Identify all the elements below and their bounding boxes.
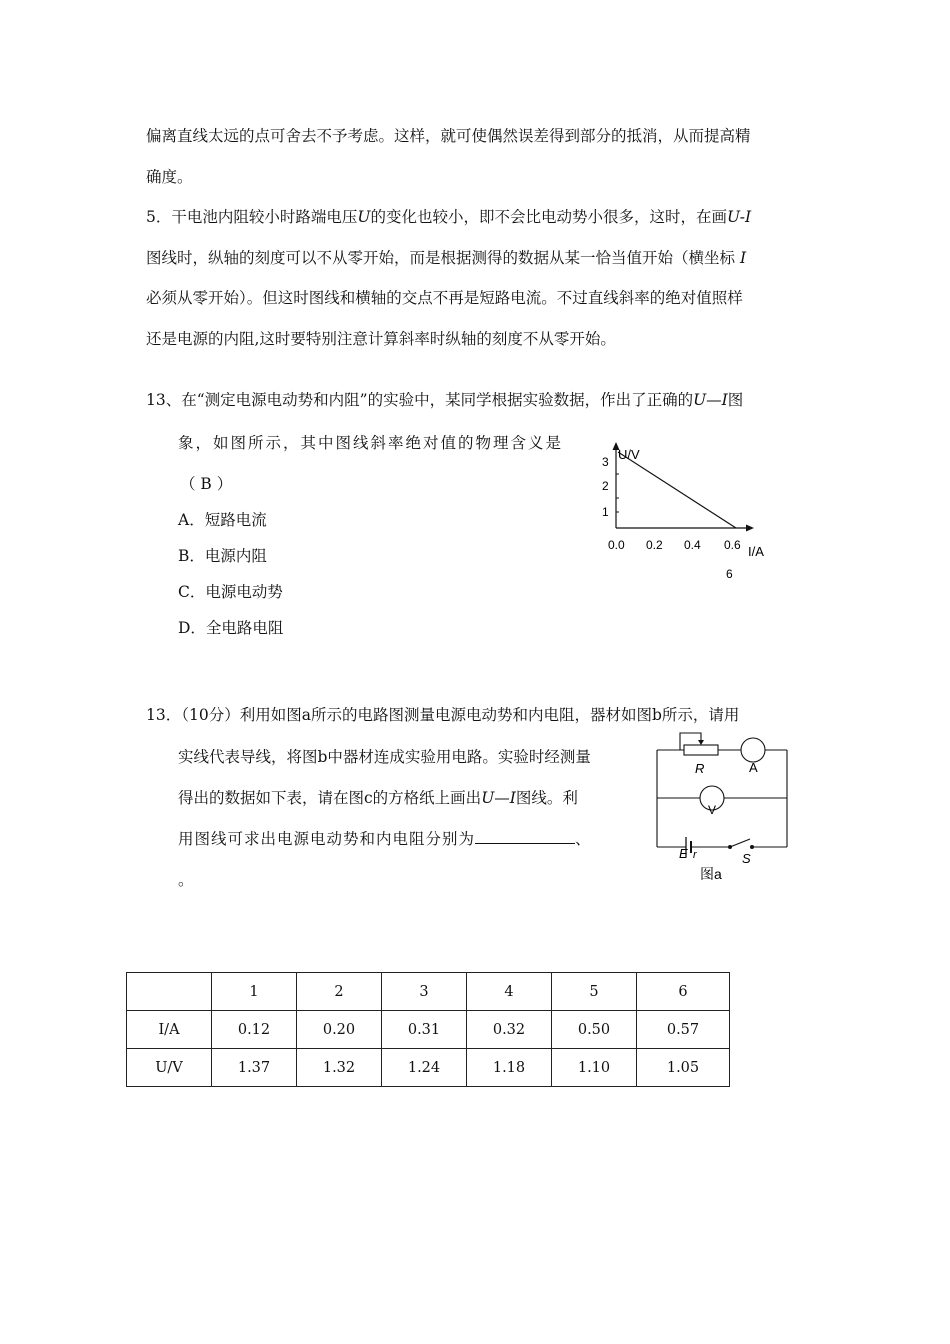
x-axis-arrow bbox=[746, 525, 754, 532]
table-cell bbox=[127, 973, 212, 1011]
switch-contact bbox=[750, 845, 754, 849]
symbol-ui: U-I bbox=[726, 208, 752, 226]
ammeter bbox=[741, 738, 765, 762]
figure-caption: 图a bbox=[700, 866, 722, 882]
text-line: 还是电源的内阻,这时要特别注意计算斜率时纵轴的刻度不从零开始。 bbox=[146, 329, 616, 348]
table-cell: 0.12 bbox=[212, 1011, 297, 1049]
question-1-answer: （ B ） bbox=[180, 475, 233, 493]
circuit-diagram bbox=[650, 727, 800, 887]
text-span: 13、在“测定电源电动势和内阻”的实验中，某同学根据实验数据，作出了正确的 bbox=[146, 391, 694, 409]
question-2-line2: 实线代表导线，将图b中器材连成实验用电路。实验时经测量 bbox=[178, 748, 591, 766]
question-1-stem-line1 bbox=[146, 389, 743, 411]
x-tick-label: 0.4 bbox=[684, 538, 701, 552]
rheostat-slider bbox=[680, 733, 701, 750]
table-cell: 4 bbox=[467, 973, 552, 1011]
answer-blank[interactable] bbox=[475, 829, 575, 844]
switch-lever bbox=[730, 839, 750, 847]
text-line: 确度。 bbox=[146, 167, 193, 186]
table-row bbox=[127, 1049, 730, 1087]
x-axis-label: I/A bbox=[748, 544, 764, 559]
question-2-line1: 13．（10分）利用如图a所示的电路图测量电源电动势和内电阻，器材如图b所示，请用 bbox=[146, 706, 740, 724]
text-line: 偏离直线太远的点可舍去不予考虑。这样，就可使偶然误差得到部分的抵消，从而提高精 bbox=[146, 127, 751, 145]
option-c: C．电源电动势 bbox=[178, 583, 283, 601]
question-2-line5: 。 bbox=[178, 871, 194, 889]
text-span: 图线。利 bbox=[515, 789, 578, 807]
text-span: 图线时，纵轴的刻度可以不从零开始，而是根据测得的数据从某一恰当值开始（横坐标 bbox=[146, 248, 736, 267]
y-axis-label: U/V bbox=[618, 447, 640, 462]
x-tick-label: 0.0 bbox=[608, 538, 625, 552]
table-cell: 1.05 bbox=[637, 1049, 730, 1087]
table-cell: 6 bbox=[637, 973, 730, 1011]
symbol-u: U bbox=[357, 208, 371, 226]
table-row bbox=[127, 1011, 730, 1049]
voltmeter-label: V bbox=[708, 803, 717, 817]
symbol-ui: U—I bbox=[693, 391, 728, 409]
table-cell: 0.50 bbox=[552, 1011, 637, 1049]
data-table bbox=[126, 972, 730, 1087]
slider-arrow bbox=[698, 740, 704, 745]
text-span: 图 bbox=[727, 391, 744, 409]
text-line bbox=[146, 238, 811, 279]
option-b: B．电源内阻 bbox=[178, 547, 267, 565]
paragraph-tip-5 bbox=[146, 197, 811, 359]
table-cell: U/V bbox=[127, 1049, 212, 1087]
symbol-ui: U—I bbox=[481, 789, 516, 807]
table-cell: 0.31 bbox=[382, 1011, 467, 1049]
table-cell: I/A bbox=[127, 1011, 212, 1049]
ui-graph bbox=[596, 440, 786, 588]
table-cell: 1.18 bbox=[467, 1049, 552, 1087]
question-2-line3 bbox=[178, 786, 578, 808]
table-cell: 0.32 bbox=[467, 1011, 552, 1049]
resistor bbox=[684, 745, 718, 755]
question-2-line4 bbox=[178, 827, 592, 849]
text-line bbox=[146, 197, 811, 238]
x-tick-label: 0.2 bbox=[646, 538, 663, 552]
table-header-row bbox=[127, 973, 730, 1011]
paragraph-tip-4 bbox=[146, 116, 811, 197]
y-tick-label: 3 bbox=[602, 455, 609, 469]
text-span: 用图线可求出电源电动势和内电阻分别为 bbox=[178, 830, 476, 848]
resistor-label: R bbox=[695, 761, 705, 776]
table-cell: 3 bbox=[382, 973, 467, 1011]
table-cell: 1.37 bbox=[212, 1049, 297, 1087]
table-cell: 0.57 bbox=[637, 1011, 730, 1049]
y-tick-label: 2 bbox=[602, 479, 609, 493]
table-cell: 1.24 bbox=[382, 1049, 467, 1087]
table-cell: 5 bbox=[552, 973, 637, 1011]
x-tick-label-extra: 6 bbox=[726, 567, 733, 581]
table-cell: 2 bbox=[297, 973, 382, 1011]
emf-label: E bbox=[679, 846, 688, 861]
question-1-stem-line2: 象，如图所示，其中图线斜率绝对值的物理含义是 bbox=[178, 434, 564, 452]
ui-line bbox=[618, 452, 736, 528]
table-cell: 1.10 bbox=[552, 1049, 637, 1087]
ammeter-label: A bbox=[749, 760, 758, 775]
text-span: 5．干电池内阻较小时路端电压 bbox=[146, 208, 358, 226]
text-span: 、 bbox=[575, 830, 592, 848]
option-d: D．全电路电阻 bbox=[178, 619, 284, 637]
symbol-i: I bbox=[739, 248, 747, 267]
x-tick-label: 0.6 bbox=[724, 538, 741, 552]
switch-label: S bbox=[742, 851, 751, 866]
table-cell: 0.20 bbox=[297, 1011, 382, 1049]
table-cell: 1.32 bbox=[297, 1049, 382, 1087]
text-span: 得出的数据如下表，请在图c的方格纸上画出 bbox=[178, 789, 482, 807]
text-span: 的变化也较小，即不会比电动势小很多，这时，在画 bbox=[370, 208, 727, 226]
option-a: A．短路电流 bbox=[178, 511, 267, 529]
internal-resistance-label: r bbox=[693, 849, 697, 861]
text-line: 必须从零开始）。但这时图线和横轴的交点不再是短路电流。不过直线斜率的绝对值照样 bbox=[146, 289, 743, 307]
table-cell: 1 bbox=[212, 973, 297, 1011]
y-tick-label: 1 bbox=[602, 505, 609, 519]
